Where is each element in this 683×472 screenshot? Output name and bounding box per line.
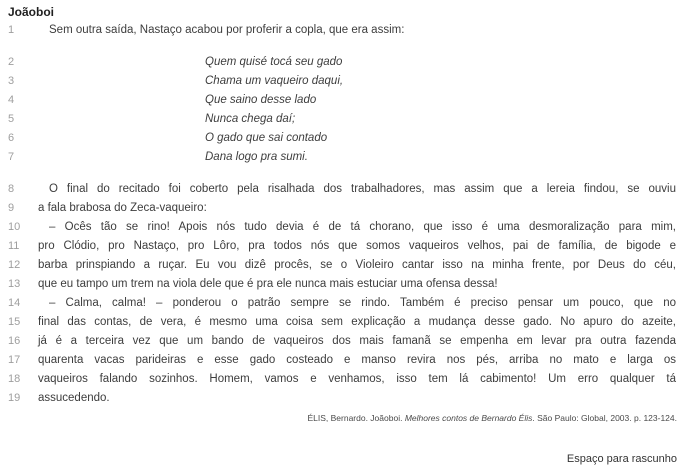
- line-text: final das contas, de vera, é mesmo uma coisa sem explicação a mudança desse gado. No apuro do azeite,: [38, 316, 676, 328]
- line-text: barba prinspiando a ruçar. Eu vou dizê procês, se o Violeiro cantar isso na minha frente, por Deus do céu,: [38, 259, 676, 271]
- line-text: pro Clódio, pro Nastaço, pro Lôro, pra todos nós que somos vaqueiros velhos, pai de família, de bigode e: [38, 240, 676, 252]
- line-text: Chama um vaqueiro daqui,: [205, 75, 344, 87]
- scratch-space-note: Espaço para rascunho: [566, 453, 677, 465]
- citation-book-title: Melhores contos de Bernardo Élis: [404, 413, 533, 423]
- text-line: [0, 218, 683, 237]
- verse-line: [0, 91, 683, 110]
- line-number: 14: [8, 297, 21, 309]
- line-number: 7: [8, 151, 15, 163]
- text-line: [0, 180, 683, 199]
- text-line: [0, 370, 683, 389]
- line-number: 1: [8, 24, 15, 36]
- document-title: Joãoboi: [8, 5, 55, 19]
- line-number: 8: [8, 183, 15, 195]
- line-number: 13: [8, 278, 21, 290]
- line-text: Dana logo pra sumi.: [205, 151, 308, 163]
- text-line: [0, 313, 683, 332]
- text-line: [0, 351, 683, 370]
- line-number: 15: [8, 316, 21, 328]
- line-number: 17: [8, 354, 21, 366]
- line-text: – Calma, calma! – ponderou o patrão sempre se rindo. Também é preciso pensar um pouco, que no: [49, 297, 676, 309]
- text-body: [0, 21, 683, 408]
- line-text: Quem quisé tocá seu gado: [205, 56, 343, 68]
- line-text: O final do recitado foi coberto pela risalhada dos trabalhadores, mas assim que a lereia findou, se ouviu: [49, 183, 676, 195]
- line-number: 3: [8, 75, 15, 87]
- text-line: [0, 294, 683, 313]
- line-number: 5: [8, 113, 15, 125]
- text-line: [0, 275, 683, 294]
- line-number: 11: [8, 240, 20, 252]
- verse-line: [0, 148, 683, 167]
- verse-line: [0, 53, 683, 72]
- text-line: [0, 256, 683, 275]
- line-number: 10: [8, 221, 21, 233]
- line-text: que eu tampo um trem na viola dele que é pra ele nunca mais estuciar uma ofensa dessa!: [38, 278, 498, 290]
- line-text: já é a terceira vez que um bando de vaqueiros dos mais famanã se empenha em levar pra outra fazenda: [38, 335, 676, 347]
- line-number: 9: [8, 202, 15, 214]
- line-text: Que saino desse lado: [205, 94, 317, 106]
- citation-prefix: ÉLIS, Bernardo. Joãoboi.: [307, 413, 405, 423]
- line-number: 2: [8, 56, 15, 68]
- line-text: quarenta vacas parideiras e esse gado costeado e manso revira nos pés, arriba no mato e larga os: [38, 354, 676, 366]
- text-line: [0, 389, 683, 408]
- text-line: [0, 21, 683, 40]
- line-number: 6: [8, 132, 15, 144]
- line-text: O gado que sai contado: [205, 132, 328, 144]
- bibliographic-citation: [0, 409, 683, 427]
- line-text: a fala brabosa do Zeca-vaqueiro:: [38, 202, 207, 214]
- line-text: vaqueiros falando sozinhos. Homem, vamos e venhamos, isso tem lá cabimento! Um erro qualquer tá: [38, 373, 676, 385]
- verse-line: [0, 72, 683, 91]
- line-text: – Ocês tão se rino! Apois nós tudo devia é de tá chorano, que isso é uma desmoralização para mim,: [49, 221, 676, 233]
- line-number: 16: [8, 335, 21, 347]
- line-text: assucedendo.: [38, 392, 110, 404]
- verse-line: [0, 129, 683, 148]
- line-number: 12: [8, 259, 21, 271]
- line-number: 4: [8, 94, 15, 106]
- text-line: [0, 237, 683, 256]
- text-line: [0, 199, 683, 218]
- line-number: 19: [8, 392, 21, 404]
- line-number: 18: [8, 373, 21, 385]
- line-text: Nunca chega daí;: [205, 113, 296, 125]
- line-text: Sem outra saída, Nastaço acabou por proferir a copla, que era assim:: [49, 24, 405, 36]
- text-line: [0, 332, 683, 351]
- citation-suffix: . São Paulo: Global, 2003. p. 123-124.: [532, 413, 677, 423]
- verse-line: [0, 110, 683, 129]
